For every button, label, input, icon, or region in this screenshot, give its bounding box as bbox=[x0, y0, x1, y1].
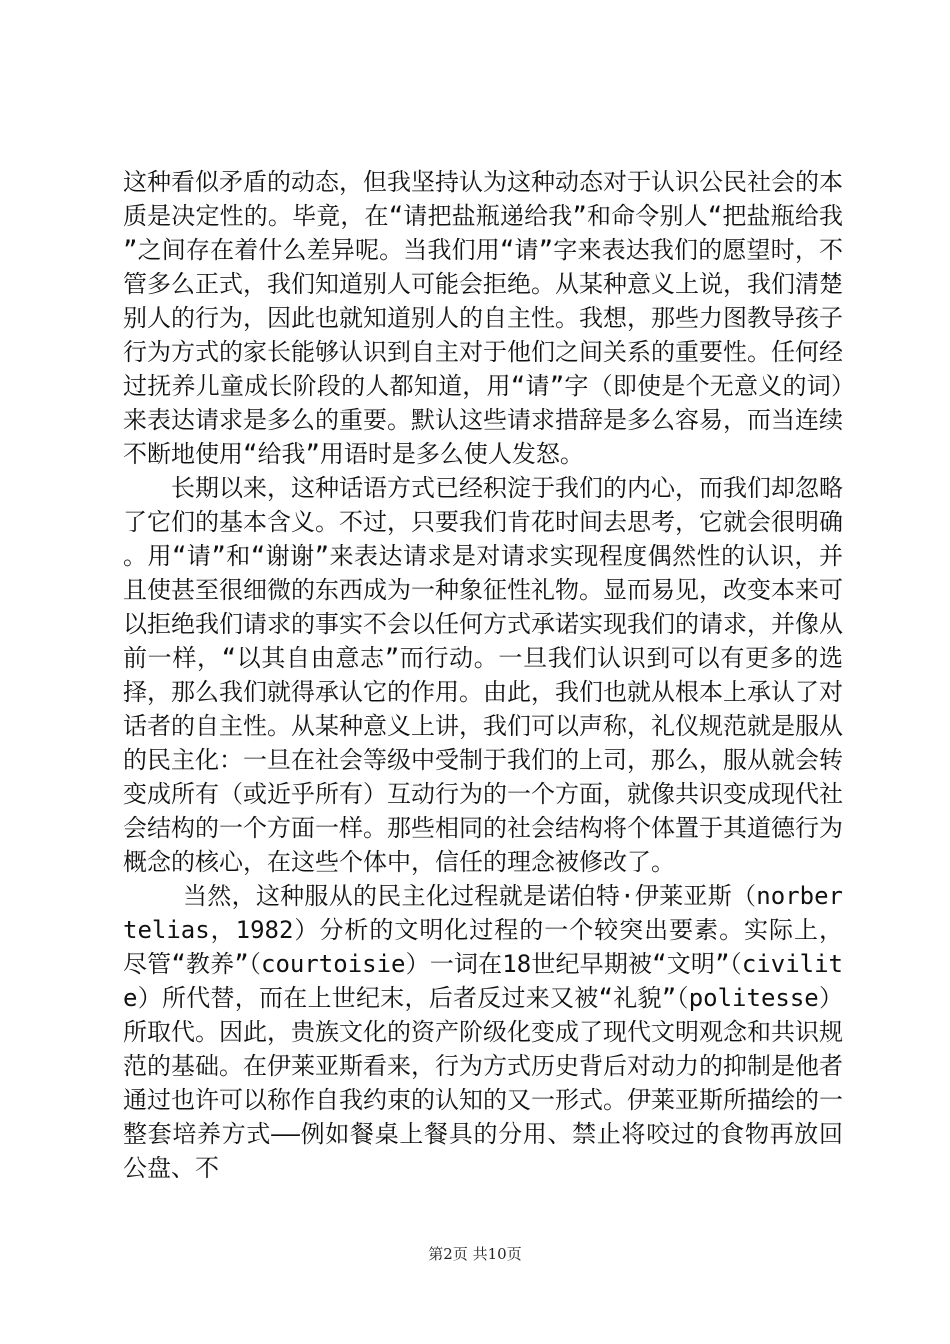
document-body bbox=[123, 165, 843, 1185]
paragraph-1: 这种看似矛盾的动态，但我坚持认为这种动态对于认识公民社会的本质是决定性的。毕竟，在“请把盐瓶递给我”和命令别人“把盐瓶给我”之间存在着什么差异呢。当我们用“请”字来表达我们的愿望时，不管多么正式，我们知道别人可能会拒绝。从某种意义上说，我们清楚别人的行为，因此也就知道别人的自主性。我想，那些力图教导孩子行为方式的家长能够认识到自主对于他们之间关系的重要性。任何经过抚养儿童成长阶段的人都知道，用“请”字（即使是个无意义的词）来表达请求是多么的重要。默认这些请求措辞是多么容易，而当连续不断地使用“给我”用语时是多么使人发怒。 bbox=[123, 168, 843, 468]
page-footer: 第2页 共10页 bbox=[428, 1245, 522, 1263]
paragraph-2: 长期以来，这种话语方式已经积淀于我们的内心，而我们却忽略了它们的基本含义。不过，只要我们肯花时间去思考，它就会很明确。用“请”和“谢谢”来表达请求是对请求实现程度偶然性的认识，并且使甚至很细微的东西成为一种象征性礼物。显而易见，改变本来可以拒绝我们请求的事实不会以任何方式承诺实现我们的请求，并像从前一样，“以其自由意志”而行动。一旦我们认识到可以有更多的选择，那么我们就得承认它的作用。由此，我们也就从根本上承认了对话者的自主性。从某种意义上讲，我们可以声称，礼仪规范就是服从的民主化：一旦在社会等级中受制于我们的上司，那么，服从就会转变成所有（或近乎所有）互动行为的一个方面，就像共识变成现代社会结构的一个方面一样。那些相同的社会结构将个体置于其道德行为概念的核心，在这些个体中，信任的理念被修改了。 bbox=[123, 474, 843, 876]
paragraph-3: 当然，这种服从的民主化过程就是诺伯特·伊莱亚斯（norbertelias，1982）分析的文明化过程的一个较突出要素。实际上，尽管“教养”（courtoisie）一词在18世纪早期被“文明”（civilite）所代替，而在上世纪末，后者反过来又被“礼貌”（politesse）所取代。因此，贵族文化的资产阶级化变成了现代文明观念和共识规范的基础。在伊莱亚斯看来，行为方式历史背后对动力的抑制是他者通过也许可以称作自我约束的认知的又一形式。伊莱亚斯所描绘的一整套培养方式——例如餐桌上餐具的分用、禁止将咬过的食物再放回公盘、不 bbox=[123, 882, 843, 1182]
